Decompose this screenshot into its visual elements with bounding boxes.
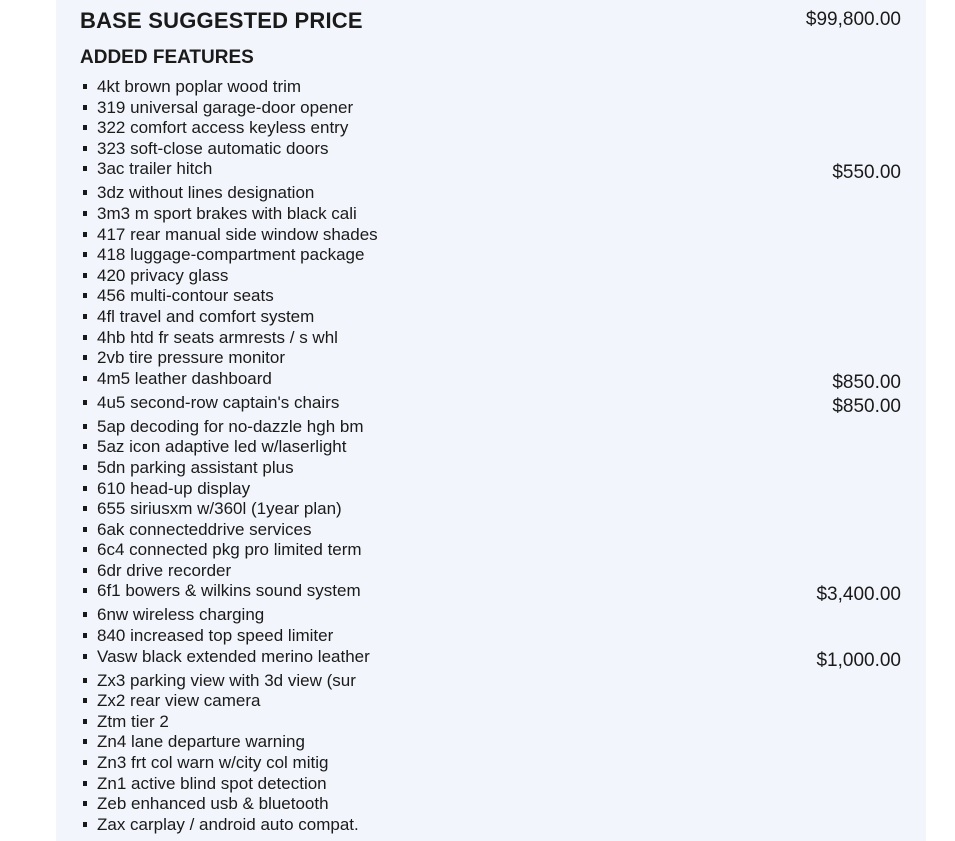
feature-item [83,712,903,733]
bullet-icon [83,588,87,593]
feature-label: 3m3 m sport brakes with black cali [97,203,357,223]
feature-label: 4u5 second-row captain's chairs [97,392,340,412]
feature-item [83,328,903,349]
feature-label: Zx2 rear view camera [97,691,261,711]
bullet-icon [83,314,87,319]
bullet-icon [83,698,87,703]
bullet-icon [83,568,87,573]
feature-label: 6ak connecteddrive services [97,519,312,539]
feature-item [83,183,903,204]
bullet-icon [83,781,87,786]
bullet-icon [83,527,87,532]
bullet-icon [83,146,87,151]
bullet-icon [83,125,87,130]
feature-label: 6c4 connected pkg pro limited term [97,540,362,560]
feature-item [83,307,903,328]
feature-label: Zax carplay / android auto compat. [97,814,359,834]
bullet-icon [83,293,87,298]
feature-price: $550.00 [832,162,901,184]
bullet-icon [83,400,87,405]
bullet-icon [83,654,87,659]
feature-price: $3,400.00 [816,584,901,606]
feature-label: 4fl travel and comfort system [97,306,315,326]
feature-item [83,626,903,647]
feature-item [83,540,903,561]
feature-label: Zeb enhanced usb & bluetooth [97,794,329,814]
feature-price: $850.00 [832,395,901,417]
feature-item [83,98,903,119]
bullet-icon [83,547,87,552]
feature-label: Zn4 lane departure warning [97,732,305,752]
feature-item [83,774,903,795]
feature-item [83,815,903,836]
feature-label: Zn3 frt col warn w/city col mitig [97,753,329,773]
feature-item [83,794,903,815]
feature-item [83,417,903,438]
feature-item [83,753,903,774]
feature-item [83,479,903,500]
feature-item [83,348,903,369]
bullet-icon [83,424,87,429]
feature-label: 4hb htd fr seats armrests / s whl [97,327,338,347]
feature-item [83,732,903,753]
feature-label: 417 rear manual side window shades [97,224,378,244]
feature-item [83,520,903,541]
feature-label: Zx3 parking view with 3d view (sur [97,670,356,690]
bullet-icon [83,273,87,278]
feature-item [83,581,903,605]
feature-label: 610 head-up display [97,478,251,498]
feature-item [83,647,903,671]
bullet-icon [83,166,87,171]
feature-label: 840 increased top speed limiter [97,626,334,646]
feature-item [83,118,903,139]
bullet-icon [83,633,87,638]
feature-item [83,245,903,266]
bullet-icon [83,678,87,683]
feature-item [83,605,903,626]
feature-label: 323 soft-close automatic doors [97,138,329,158]
feature-label: 420 privacy glass [97,265,229,285]
feature-item [83,458,903,479]
bullet-icon [83,506,87,511]
feature-label: 2vb tire pressure monitor [97,348,286,368]
feature-label: 6f1 bowers & wilkins sound system [97,581,361,601]
feature-label: 3dz without lines designation [97,183,315,203]
bullet-icon [83,211,87,216]
feature-list [83,77,903,835]
feature-item [83,286,903,307]
added-features-heading: ADDED FEATURES [80,47,254,68]
feature-label: 4m5 leather dashboard [97,368,272,388]
bullet-icon [83,335,87,340]
bullet-icon [83,105,87,110]
base-price-heading: BASE SUGGESTED PRICE [80,8,363,33]
bullet-icon [83,465,87,470]
feature-item [83,159,903,183]
feature-label: 319 universal garage-door opener [97,97,354,117]
feature-price: $1,000.00 [816,649,901,671]
feature-item [83,671,903,692]
bullet-icon [83,444,87,449]
bullet-icon [83,801,87,806]
feature-label: Vasw black extended merino leather [97,646,370,666]
feature-label: 418 luggage-compartment package [97,245,365,265]
feature-item [83,499,903,520]
bullet-icon [83,232,87,237]
feature-item [83,561,903,582]
bullet-icon [83,719,87,724]
feature-item [83,369,903,393]
feature-label: 5az icon adaptive led w/laserlight [97,437,347,457]
bullet-icon [83,355,87,360]
feature-item [83,77,903,98]
bullet-icon [83,376,87,381]
bullet-icon [83,486,87,491]
feature-item [83,266,903,287]
feature-label: 3ac trailer hitch [97,159,213,179]
feature-item [83,204,903,225]
bullet-icon [83,760,87,765]
feature-label: 5dn parking assistant plus [97,457,294,477]
feature-label: 6dr drive recorder [97,560,232,580]
feature-label: 456 multi-contour seats [97,286,274,306]
feature-price: $850.00 [832,371,901,393]
bullet-icon [83,822,87,827]
feature-label: 322 comfort access keyless entry [97,118,349,138]
bullet-icon [83,739,87,744]
bullet-icon [83,84,87,89]
feature-label: Zn1 active blind spot detection [97,773,327,793]
feature-label: 6nw wireless charging [97,605,265,625]
bullet-icon [83,252,87,257]
feature-label: Ztm tier 2 [97,711,169,731]
feature-label: 655 siriusxm w/360l (1year plan) [97,499,342,519]
feature-item [83,691,903,712]
feature-label: 5ap decoding for no-dazzle hgh bm [97,416,364,436]
feature-item [83,393,903,417]
feature-item [83,437,903,458]
bullet-icon [83,612,87,617]
bullet-icon [83,190,87,195]
base-price-value: $99,800.00 [805,9,901,30]
feature-item [83,139,903,160]
feature-label: 4kt brown poplar wood trim [97,77,302,96]
feature-item [83,225,903,246]
